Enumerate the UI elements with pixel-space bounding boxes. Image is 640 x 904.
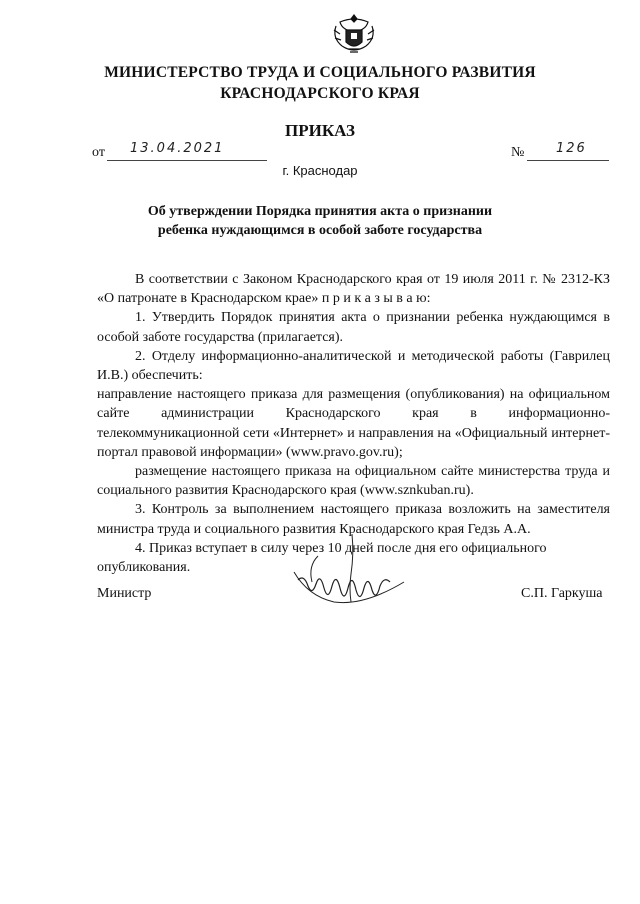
- paragraph-item-2-website: размещение настоящего приказа на официальном сайте министерства труда и социального развития Краснодарского края (www.sznkuban.ru).: [97, 464, 610, 499]
- document-title: ПРИКАЗ: [285, 121, 355, 140]
- city: г. Краснодар: [282, 163, 358, 178]
- paragraph-item-3: 3. Контроль за выполнением настоящего приказа возложить на заместителя министра труда и социального развития Краснодарского края Гедзь А.А.: [97, 502, 610, 537]
- date-label: от: [92, 145, 105, 160]
- paragraph-item-4: 4. Приказ вступает в силу через 10 дней после дня его официального опубликования.: [97, 540, 547, 576]
- paragraph-preamble: В соответствии с Законом Краснодарского края от 19 июля 2011 г. № 2312-КЗ «О патронате в Краснодарском крае» п р и к а з ы в а ю:: [97, 272, 610, 307]
- paragraph-item-1: 1. Утвердить Порядок принятия акта о признании ребенка нуждающимся в особой заботе государства (прилагается).: [97, 310, 610, 345]
- coat-of-arms-icon: [330, 12, 378, 56]
- number-label: №: [511, 145, 525, 160]
- paragraph-item-2: 2. Отделу информационно-аналитической и методической работы (Гаврилец И.В.) обеспечить:: [97, 348, 610, 384]
- paragraph-item-2-publication: направление настоящего приказа для размещения (опубликования) на официальном сайте администрации Краснодарского края в информационно-телекоммуникационной сети «Интернет» и направления на «Официальный интернет-портал правовой информации» (www.pravo.gov.ru);: [97, 387, 610, 460]
- subject-line2: ребенка нуждающимся в особой заботе государства: [157, 223, 483, 238]
- number-value: 126: [556, 141, 587, 156]
- ministry-name-line1: МИНИСТЕРСТВО ТРУДА И СОЦИАЛЬНОГО РАЗВИТИЯ: [104, 64, 536, 81]
- signature-icon: [290, 532, 420, 628]
- ministry-name-line2: КРАСНОДАРСКОГО КРАЯ: [220, 85, 420, 102]
- signer-name: С.П. Гаркуша: [521, 586, 603, 601]
- number-underline: [527, 160, 609, 161]
- subject-line1: Об утверждении Порядка принятия акта о признании: [147, 204, 493, 219]
- date-value: 13.04.2021: [130, 141, 225, 156]
- signer-position: Министр: [97, 586, 152, 601]
- date-underline: [107, 160, 267, 161]
